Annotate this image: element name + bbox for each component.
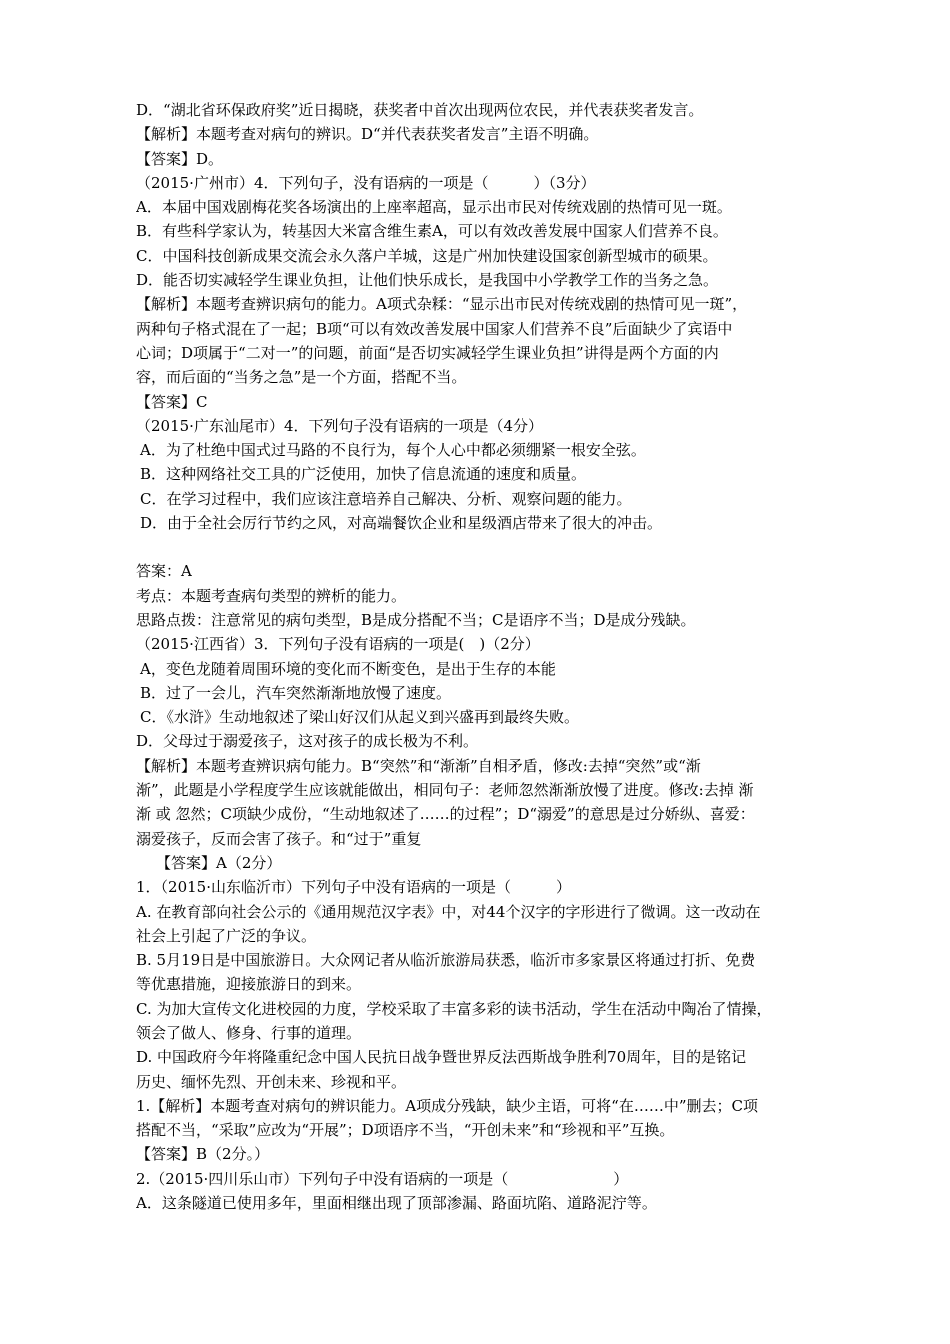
option-line: D．能否切实减轻学生课业负担，让他们快乐成长，是我国中小学教学工作的当务之急。 (136, 271, 719, 290)
question-heading: （2015·广州市）4．下列句子，没有语病的一项是（ ）（3分） (136, 173, 596, 192)
answer-line: 【答案】A（2分） (156, 853, 282, 872)
option-line: D. 中国政府今年将隆重纪念中国人民抗日战争暨世界反法西斯战争胜利70周年，目的是铭记 (136, 1048, 747, 1067)
text-line: 【答案】D。 (136, 149, 224, 168)
text-line: 【解析】本题考查对病句的辨识。D“并代表获奖者发言”主语不明确。 (136, 125, 599, 144)
document-body (136, 98, 826, 1215)
question-heading: （2015·江西省）3．下列句子没有语病的一项是( )（2分） (136, 635, 540, 654)
text-line: 搭配不当，“采取”应改为“开展”；D项语序不当，“开创未来”和“珍视和平”互换。 (136, 1121, 675, 1140)
question-heading: 2.（2015·四川乐山市）下列句子中没有语病的一项是（ ） (136, 1169, 629, 1188)
text-line: 溺爱孩子，反而会害了孩子。和“过于”重复 (136, 829, 422, 848)
option-line: A．为了杜绝中国式过马路的不良行为，每个人心中都必须绷紧一根安全弦。 (140, 441, 646, 460)
option-line: C．中国科技创新成果交流会永久落户羊城，这是广州加快建设国家创新型城市的硕果。 (136, 246, 718, 265)
answer-line: 【答案】C (136, 392, 208, 411)
text-line: 渐”，此题是小学程度学生应该就能做出，相同句子：老师忽然渐渐放慢了进度。修改:去掉 渐 (136, 781, 754, 800)
option-line: A．这条隧道已使用多年，里面相继出现了顶部渗漏、路面坑陷、道路泥泞等。 (136, 1194, 657, 1213)
text-line: 容，而后面的“当务之急”是一个方面，搭配不当。 (136, 368, 467, 387)
option-line: A，变色龙随着周围环境的变化而不断变色，是出于生存的本能 (140, 659, 556, 678)
option-line: C．在学习过程中，我们应该注意培养自己解决、分析、观察问题的能力。 (140, 489, 632, 508)
option-line: C．《水浒》生动地叙述了梁山好汉们从起义到兴盛再到最终失败。 (140, 708, 579, 727)
question-heading: （2015·广东汕尾市）4．下列句子没有语病的一项是（4分） (136, 416, 544, 435)
option-line: C. 为加大宣传文化进校园的力度，学校采取了丰富多彩的读书活动，学生在活动中陶冶了情操， (136, 999, 772, 1018)
option-line: A. 在教育部向社会公示的《通用规范汉字表》中，对44个汉字的字形进行了微调。这一改动在 (136, 902, 761, 921)
question-heading: 1．（2015·山东临沂市）下列句子中没有语病的一项是（ ） (136, 878, 571, 897)
option-line: B．有些科学家认为，转基因大米富含维生素A，可以有效改善发展中国家人们营养不良。 (136, 222, 728, 241)
text-line: 两种句子格式混在了一起；B项“可以有效改善发展中国家人们营养不良”后面缺少了宾语中 (136, 319, 733, 338)
blank-line (136, 535, 826, 559)
answer-line: 【答案】B（2分。） (136, 1145, 270, 1164)
text-line: 思路点拨：注意常见的病句类型，B是成分搭配不当；C是语序不当；D是成分残缺。 (136, 610, 696, 629)
text-line: 历史、缅怀先烈、开创未来、珍视和平。 (136, 1072, 407, 1091)
text-line: 1.【解析】本题考查对病句的辨识能力。A项成分残缺，缺少主语，可将“在……中”删去；C项 (136, 1096, 758, 1115)
text-line: 心词；D项属于“二对一”的问题，前面“是否切实减轻学生课业负担”讲得是两个方面的内 (136, 343, 719, 362)
text-line: 等优惠措施，迎接旅游日的到来。 (136, 975, 362, 994)
text-line: 【解析】本题考查辨识病句能力。B“突然”和“渐渐”自相矛盾，修改:去掉“突然”或“渐 (136, 756, 701, 775)
answer-line: 答案：A (136, 562, 192, 581)
text-line: 领会了做人、修身、行事的道理。 (136, 1023, 362, 1042)
text-line: D．“湖北省环保政府奖”近日揭晓，获奖者中首次出现两位农民，并代表获奖者发言。 (136, 101, 704, 119)
option-line: B．过了一会儿，汽车突然渐渐地放慢了速度。 (140, 683, 452, 702)
text-line: 社会上引起了广泛的争议。 (136, 926, 317, 945)
text-line: 渐 或 忽然；C项缺少成份，“生动地叙述了……的过程”；D“溺爱”的意思是过分娇纵、喜爱： (136, 805, 755, 824)
option-line: D．由于全社会厉行节约之风，对高端餐饮企业和星级酒店带来了很大的冲击。 (140, 514, 663, 533)
option-line: D．父母过于溺爱孩子，这对孩子的成长极为不利。 (136, 732, 479, 751)
option-line: B．这种网络社交工具的广泛使用，加快了信息流通的速度和质量。 (140, 465, 587, 484)
option-line: A．本届中国戏剧梅花奖各场演出的上座率超高，显示出市民对传统戏剧的热情可见一斑。 (136, 198, 732, 217)
text-line: 考点：本题考查病句类型的辨析的能力。 (136, 586, 407, 605)
option-line: B. 5月19日是中国旅游日。大众网记者从临沂旅游局获悉，临沂市多家景区将通过打折、免费 (136, 951, 756, 970)
text-line: 【解析】本题考查辨识病句的能力。A项式杂糅：“显示出市民对传统戏剧的热情可见一斑”， (136, 295, 748, 314)
